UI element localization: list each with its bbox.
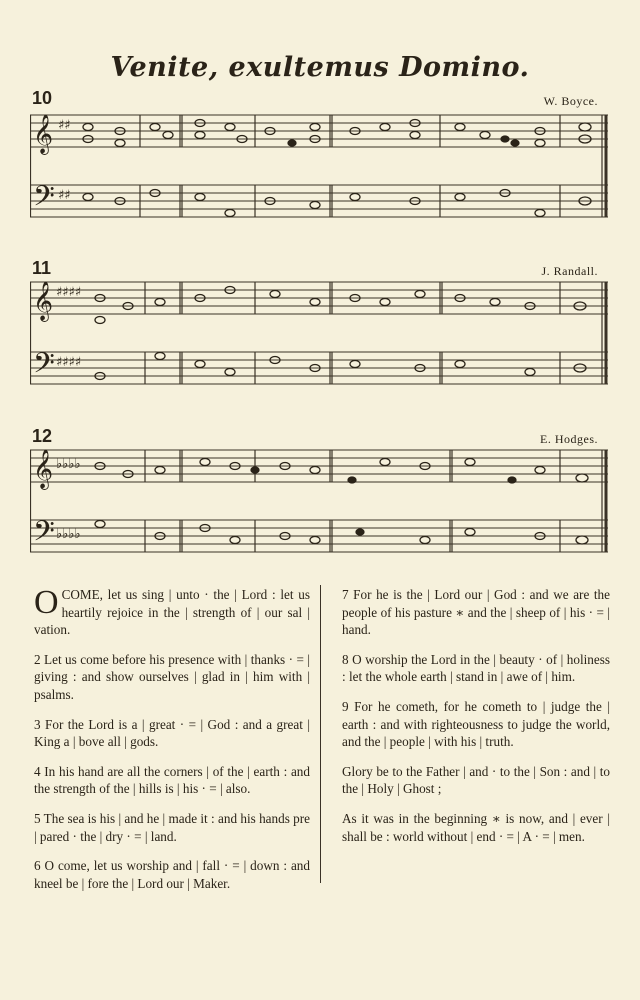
tune-number: 10	[32, 88, 53, 108]
notes	[83, 120, 591, 217]
verse-1: OCOME, let us sing | unto · the | Lord : let us heartily rejoice in the | strength of | our sal | vation.	[34, 584, 310, 638]
bass-staff	[30, 185, 608, 217]
treble-clef-icon: 𝄞	[33, 114, 54, 154]
verse-2: 2 Let us come before his presence with | thanks · = | giving : and show ourselves | glad in | him with | psalms.	[34, 651, 310, 702]
verse-4: 4 In his hand are all the corners | of the | earth : and the strength of the | hills is | his · = | also.	[34, 763, 310, 797]
column-divider	[320, 585, 321, 883]
psalm-left-column	[34, 586, 310, 904]
music-system-tune-10	[30, 105, 610, 235]
dropcap-letter: O	[34, 584, 59, 621]
key-signature: ♭♭♭♭	[56, 457, 81, 472]
key-signature: ♯♯♯♯	[56, 285, 82, 300]
treble-staff	[30, 115, 608, 147]
bass-clef-icon: 𝄢	[33, 180, 55, 220]
music-system-tune-11	[30, 272, 610, 402]
composer-name: J. Randall.	[541, 264, 598, 278]
key-signature: ♯♯	[58, 188, 71, 203]
key-signature: ♯♯♯♯	[56, 355, 82, 370]
gloria-1: Glory be to the Father | and · to the | Son : and | to the | Holy | Ghost ;	[342, 763, 610, 797]
tune-number: 12	[32, 426, 53, 446]
psalm-right-column	[342, 586, 610, 857]
verse-9: 9 For he cometh, for he cometh to | judge the | earth : and with righteousness to judge the world, and the | people | with his | truth.	[342, 698, 610, 750]
verse-7: 7 For he is the | Lord our | God : and we are the people of his pasture ∗ and the | sheep of | his · = | hand.	[342, 587, 610, 638]
notes	[95, 459, 588, 545]
bass-clef-icon: 𝄢	[33, 515, 55, 555]
composer-name: E. Hodges.	[540, 432, 598, 446]
composer-name: W. Boyce.	[543, 94, 598, 108]
treble-clef-icon: 𝄞	[33, 281, 54, 321]
tune-number: 11	[32, 258, 52, 278]
music-system-tune-12	[30, 440, 610, 570]
notes	[95, 287, 586, 380]
barlines	[140, 115, 606, 217]
page-title: Venite, exultemus Domino.	[110, 52, 530, 83]
verse-8: 8 O worship the Lord in the | beauty · of | holiness : let the whole earth | stand in | awe of | him.	[342, 651, 610, 685]
verse-6: 6 O come, let us worship and | fall · = | down : and kneel be | fore the | Lord our | Maker.	[34, 858, 310, 891]
verse-3: 3 For the Lord is a | great · = | God : and a great | King a | bove all | gods.	[34, 716, 310, 750]
treble-clef-icon: 𝄞	[33, 449, 54, 489]
key-signature: ♯♯	[58, 118, 71, 133]
key-signature: ♭♭♭♭	[56, 527, 81, 542]
verse-5: 5 The sea is his | and he | made it : and his hands pre | pared · the | dry · = | land.	[34, 810, 310, 844]
bass-clef-icon: 𝄢	[33, 347, 55, 387]
gloria-2: As it was in the beginning ∗ is now, and | ever | shall be : world without | end · = | A · = | men.	[342, 810, 610, 844]
